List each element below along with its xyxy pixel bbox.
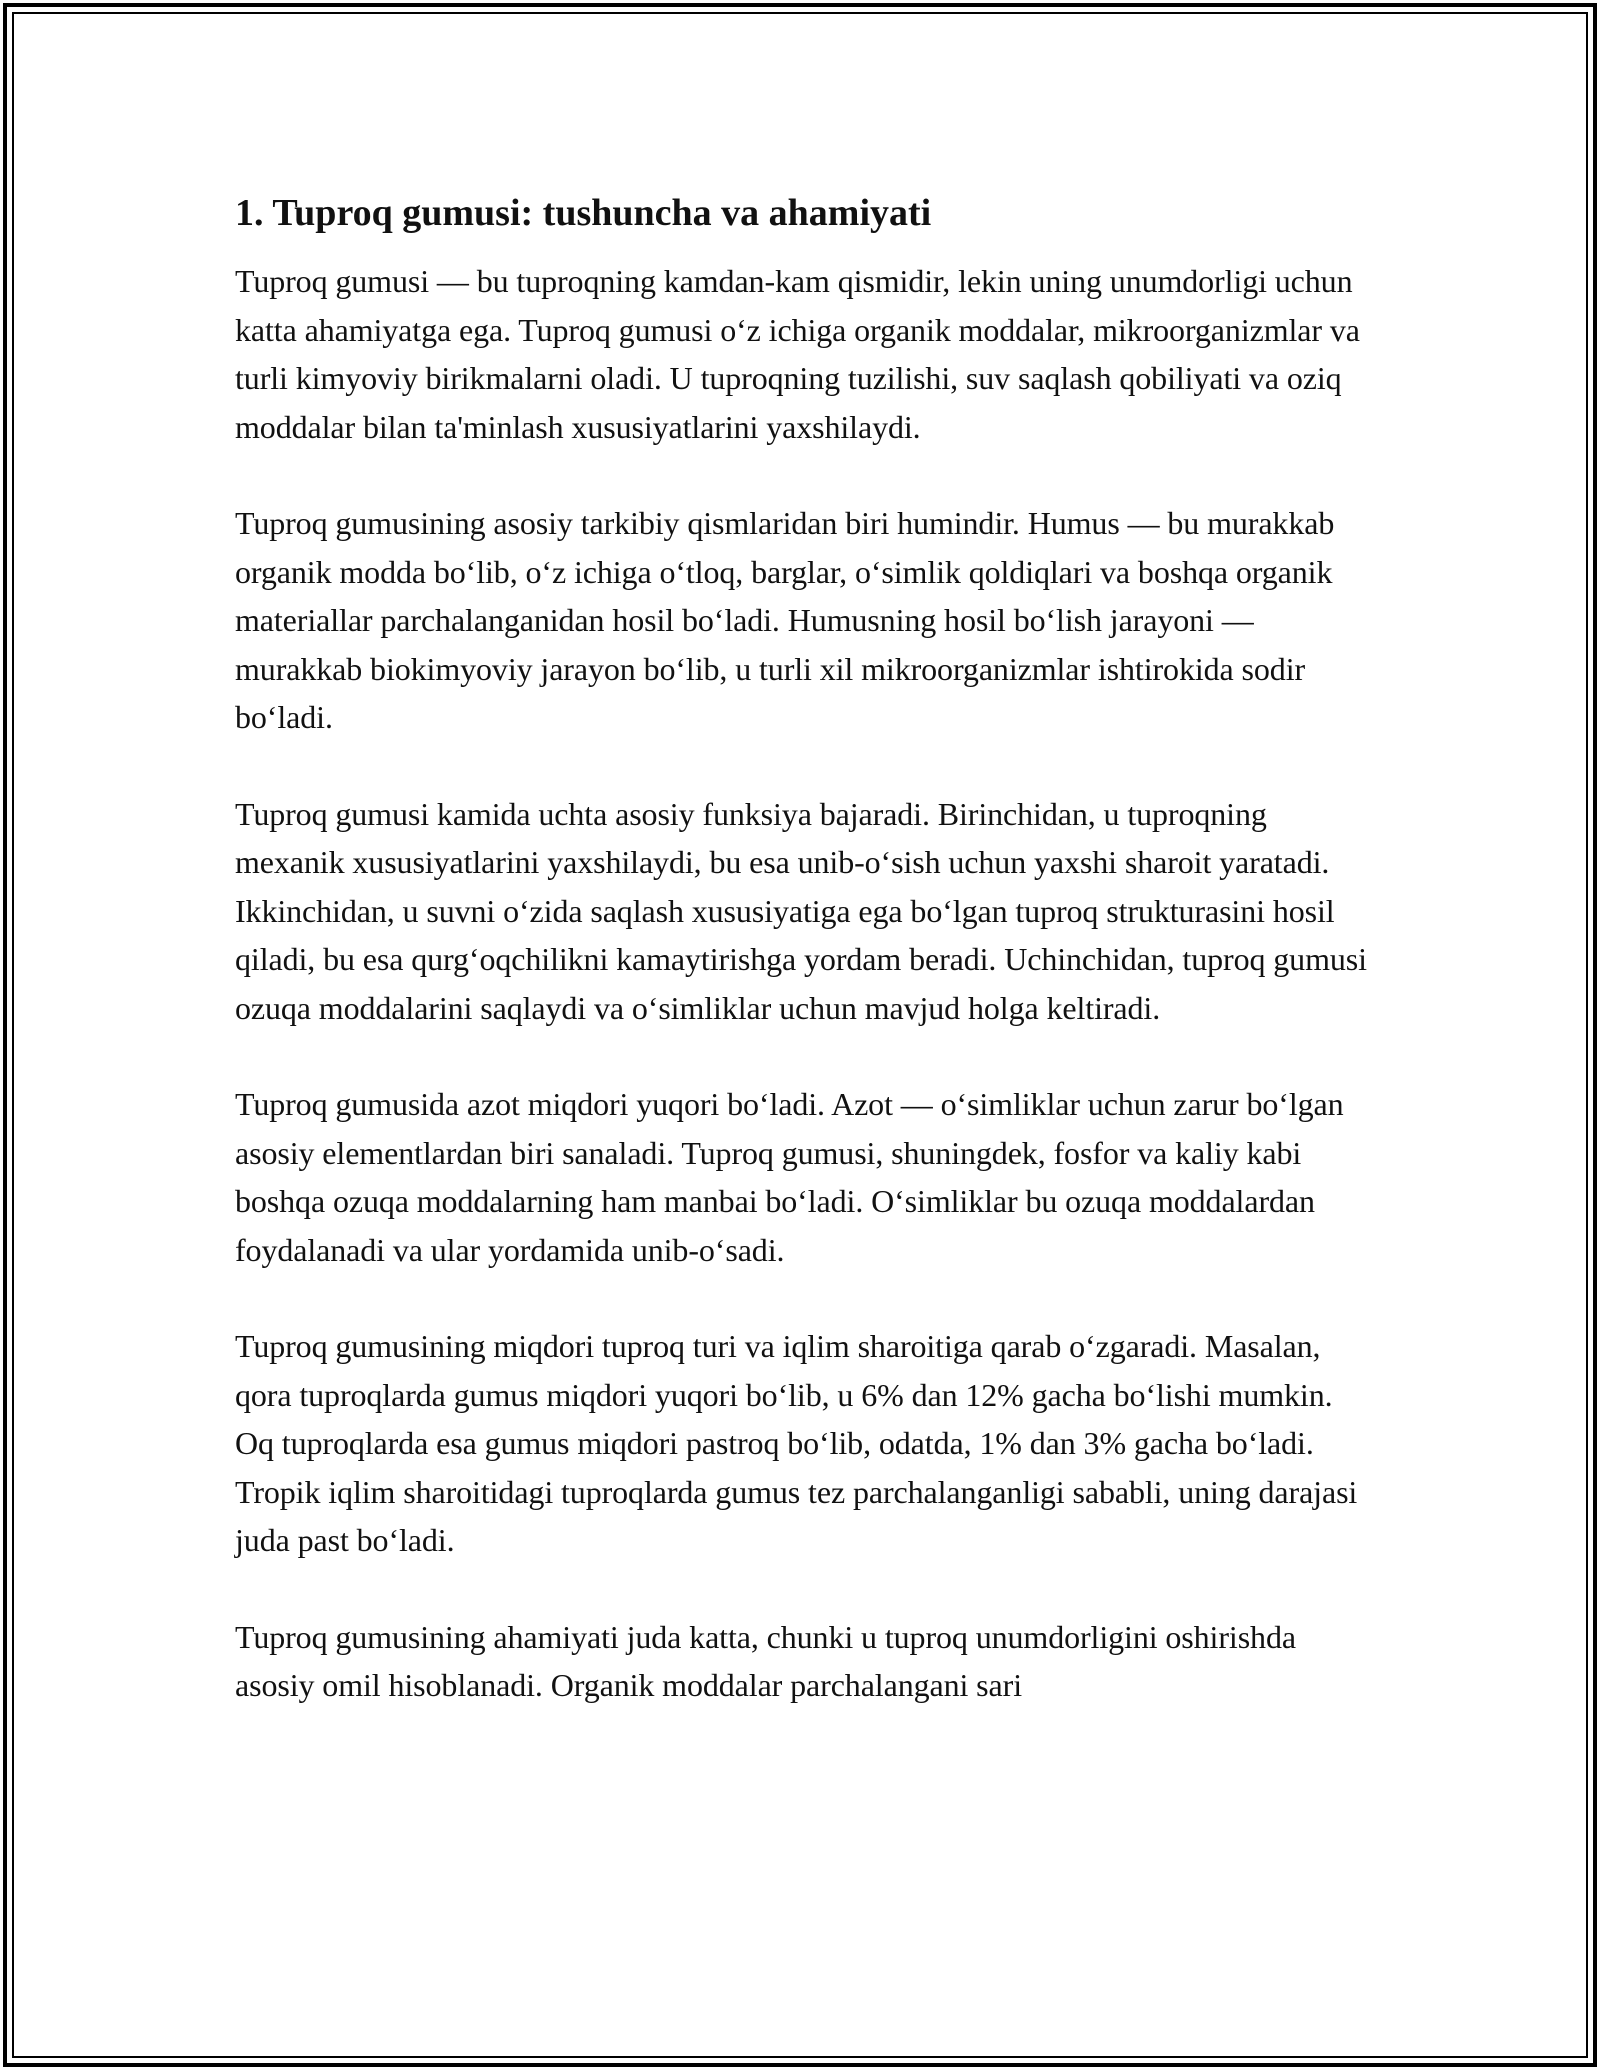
paragraph-1: Tuproq gumusi — bu tuproqning kamdan-kam qismidir, lekin uning unumdorligi uchun katta ahamiyatga ega. Tuproq gumusi o‘z ichiga organik moddalar, mikroorganizmlar va turli kimyoviy birikmalarni oladi. U tuproqning tuzilishi, suv saqlash qobiliyati va oziq moddalar bilan ta'minlash xususiyatlarini yaxshilaydi. (235, 263, 1360, 445)
paragraph-6: Tuproq gumusining ahamiyati juda katta, chunki u tuproq unumdorligini oshirishda asosiy omil hisoblanadi. Organik moddalar parchalangani sari (235, 1618, 1296, 1703)
paragraph-5: Tuproq gumusining miqdori tuproq turi va iqlim sharoitiga qarab o‘zgaradi. Masalan, qora tuproqlarda gumus miqdori yuqori bo‘lib, u 6% dan 12% gacha bo‘lishi mumkin. Oq tuproqlarda esa gumus miqdori pastroq bo‘lib, odatda, 1% dan 3% gacha bo‘ladi. Tropik iqlim sharoitidagi tuproqlarda gumus tez parchalanganligi sababli, uning darajasi juda past bo‘ladi. (235, 1328, 1358, 1558)
paragraph-4: Tuproq gumusida azot miqdori yuqori bo‘ladi. Azot — o‘simliklar uchun zarur bo‘lgan asosiy elementlardan biri sanaladi. Tuproq gumusi, shuningdek, fosfor va kaliy kabi boshqa ozuqa moddalarning ham manbai bo‘ladi. O‘simliklar bu ozuqa moddalardan foydalanadi va ular yordamida unib-o‘sadi. (235, 1086, 1344, 1268)
paragraph-2: Tuproq gumusining asosiy tarkibiy qismlaridan biri humindir. Humus — bu murakkab organik modda bo‘lib, o‘z ichiga o‘tloq, barglar, o‘simlik qoldiqlari va boshqa organik materiallar parchalanganidan hosil bo‘ladi. Humusning hosil bo‘lish jarayoni — murakkab biokimyoviy jarayon bo‘lib, u turli xil mikroorganizmlar ishtirokida sodir bo‘ladi. (235, 505, 1335, 735)
paragraph-3: Tuproq gumusi kamida uchta asosiy funksiya bajaradi. Birinchidan, u tuproqning mexanik xususiyatlarini yaxshilaydi, bu esa unib-o‘sish uchun yaxshi sharoit yaratadi. Ikkinchidan, u suvni o‘zida saqlash xususiyatiga ega bo‘lgan tuproq strukturasini hosil qiladi, bu esa qurg‘oqchilikni kamaytirishga yordam beradi. Uchinchidan, tuproq gumusi ozuqa moddalarini saqlaydi va o‘simliklar uchun mavjud holga keltiradi. (235, 795, 1367, 1026)
section-heading: 1. Tuproq gumusi: tushuncha va ahamiyati (235, 192, 932, 234)
document-body (235, 185, 1370, 1758)
